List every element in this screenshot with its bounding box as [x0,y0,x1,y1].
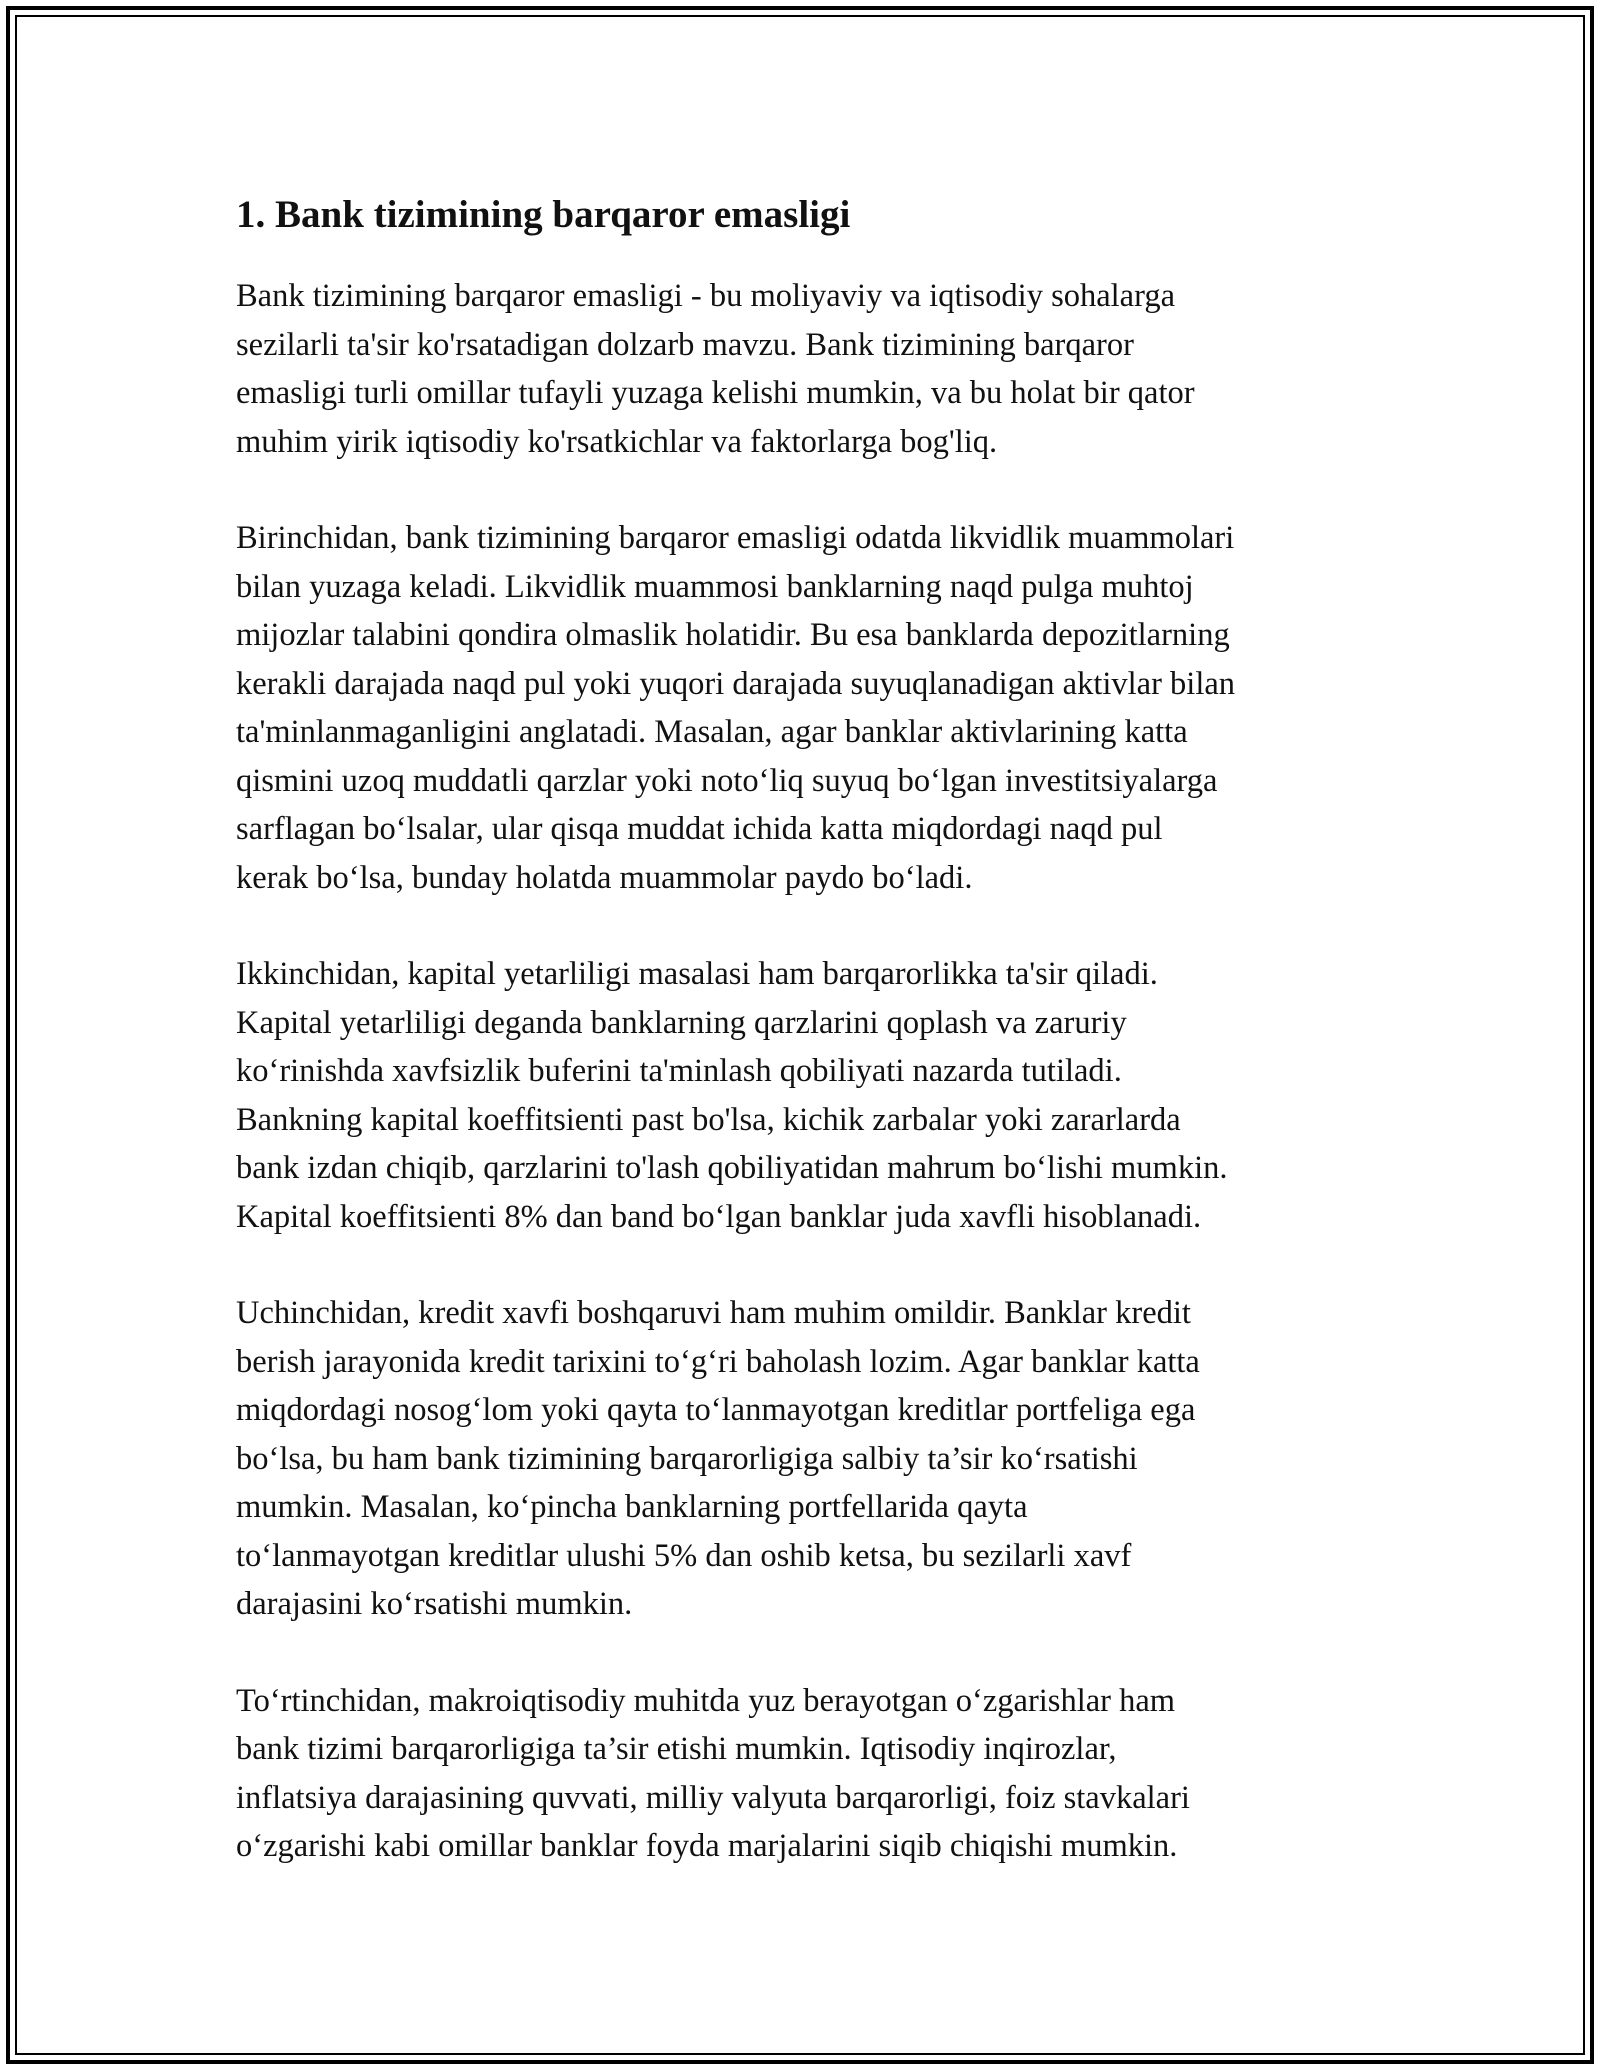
section-heading: 1. Bank tizimining barqaror emasligi [236,193,851,236]
paragraph-intro: Bank tizimining barqaror emasligi - bu moliyaviy va iqtisodiy sohalarga sezilarli ta'sir ko'rsatadigan dolzarb mavzu. Bank tizimining barqaror emasligi turli omillar tufayli yuzaga kelishi mumkin, va bu holat bir qator muhim yirik iqtisodiy ko'rsatkichlar va faktorlarga bog'liq. [236,278,1195,460]
document-body [236,188,1376,1919]
paragraph-credit-risk: Uchinchidan, kredit xavfi boshqaruvi ham muhim omildir. Banklar kredit berish jarayonida kredit tarixini to‘g‘ri baholash lozim. Agar banklar katta miqdordagi nosog‘lom yoki qayta to‘lanmayotgan kreditlar portfeliga ega bo‘lsa, bu ham bank tizimining barqarorligiga salbiy ta’sir ko‘rsatishi mumkin. Masalan, ko‘pincha banklarning portfellarida qayta to‘lanmayotgan kreditlar ulushi 5% dan oshib ketsa, bu sezilarli xavf darajasini ko‘rsatishi mumkin. [236,1295,1200,1622]
paragraph-macroeconomic: To‘rtinchidan, makroiqtisodiy muhitda yuz berayotgan o‘zgarishlar ham bank tizimi barqarorligiga ta’sir etishi mumkin. Iqtisodiy inqirozlar, inflatsiya darajasining quvvati, milliy valyuta barqarorligi, foiz stavkalari o‘zgarishi kabi omillar banklar foyda marjalarini siqib chiqishi mumkin. [236,1682,1190,1864]
paragraph-capital-adequacy: Ikkinchidan, kapital yetarliligi masalasi ham barqarorlikka ta'sir qiladi. Kapital yetarliligi deganda banklarning qarzlarini qoplash va zaruriy ko‘rinishda xavfsizlik buferini ta'minlash qobiliyati nazarda tutiladi. Bankning kapital koeffitsienti past bo'lsa, kichik zarbalar yoki zararlarda bank izdan chiqib, qarzlarini to'lash qobiliyatidan mahrum bo‘lishi mumkin. Kapital koeffitsienti 8% dan band bo‘lgan banklar juda xavfli hisoblanadi. [236,956,1228,1235]
paragraph-liquidity: Birinchidan, bank tizimining barqaror emasligi odatda likvidlik muammolari bilan yuzaga keladi. Likvidlik muammosi banklarning naqd pulga muhtoj mijozlar talabini qondira olmaslik holatidir. Bu esa banklarda depozitlarning kerakli darajada naqd pul yoki yuqori darajada suyuqlanadigan aktivlar bilan ta'minlanmaganligini anglatadi. Masalan, agar banklar aktivlarining katta qismini uzoq muddatli qarzlar yoki noto‘liq suyuq bo‘lgan investitsiyalarga sarflagan bo‘lsalar, ular qisqa muddat ichida katta miqdordagi naqd pul kerak bo‘lsa, bunday holatda muammolar paydo bo‘ladi. [236,520,1236,896]
